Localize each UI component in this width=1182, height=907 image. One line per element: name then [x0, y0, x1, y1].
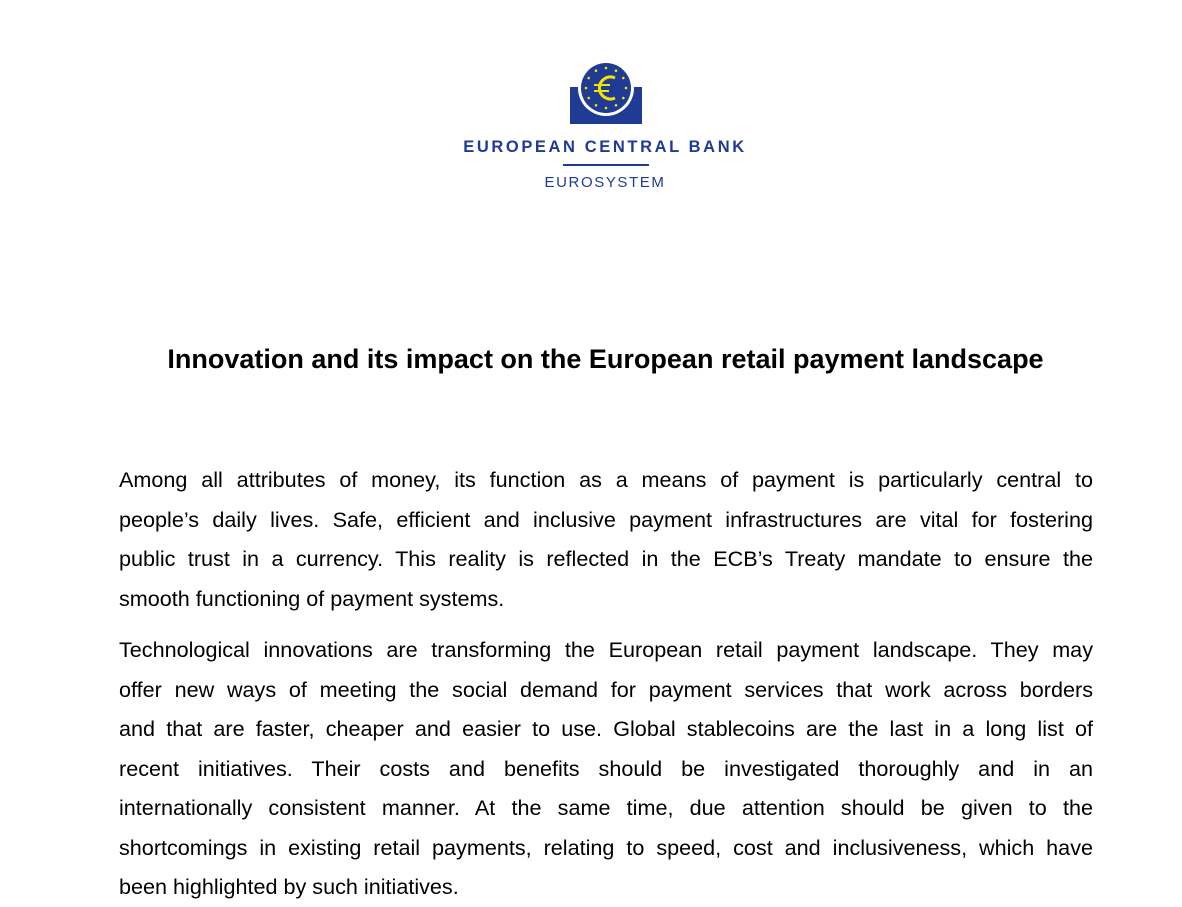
text-line: people’s daily lives. Safe, efficient and inclusive payment infrastructures are vital for fostering	[119, 506, 1093, 532]
divider	[563, 164, 649, 166]
paragraph-2	[119, 630, 1093, 907]
text-line: and that are faster, cheaper and easier to use. Global stablecoins are the last in a long list of	[119, 716, 1093, 741]
text-line: public trust in a currency. This reality is reflected in the ECB’s Treaty mandate to ensure the	[119, 546, 1093, 571]
document-title: Innovation and its impact on the European retail payment landscape	[167, 344, 1044, 374]
paragraph-1	[119, 460, 1093, 618]
text-line: offer new ways of meeting the social demand for payment services that work across borders	[119, 676, 1093, 702]
bank-name: EUROPEAN CENTRAL BANK	[463, 138, 747, 156]
ecb-logo-icon	[570, 60, 642, 124]
text-line: internationally consistent manner. At the same time, due attention should be given to the	[119, 795, 1093, 820]
eurosystem-label: EUROSYSTEM	[544, 174, 666, 191]
text-line: smooth functioning of payment systems.	[119, 585, 505, 611]
text-line: recent initiatives. Their costs and benefits should be investigated thoroughly and in an	[119, 755, 1093, 781]
text-line: been highlighted by such initiatives.	[119, 874, 459, 899]
text-line: shortcomings in existing retail payments, relating to speed, cost and inclusiveness, which have	[119, 834, 1093, 860]
text-line: Among all attributes of money, its function as a means of payment is particularly central to	[119, 467, 1093, 492]
text-line: Technological innovations are transforming the European retail payment landscape. They may	[119, 637, 1093, 662]
